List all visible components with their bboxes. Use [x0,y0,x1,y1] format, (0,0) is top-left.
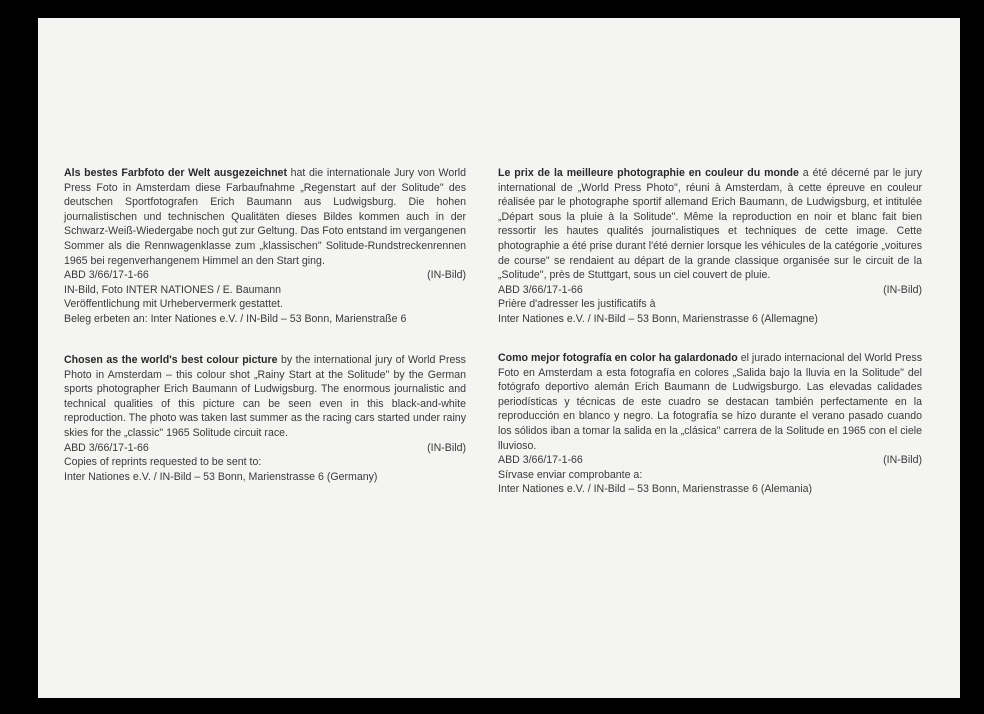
french-ref-line [498,283,922,298]
english-ref-tag: (IN-Bild) [427,441,466,454]
german-caption [64,166,466,327]
german-ref-tag: (IN-Bild) [427,269,466,282]
english-paragraph [64,353,466,441]
french-ref: ABD 3/66/17-1-66 [498,283,583,296]
german-paragraph [64,166,466,268]
spanish-lead: Como mejor fotografía en color ha galardonado [498,352,738,364]
english-lead: Chosen as the world's best colour picture [64,354,278,366]
spanish-ref-line [498,453,922,468]
french-address: Inter Nationes e.V. / IN-Bild – 53 Bonn, Marienstrasse 6 (Allemagne) [498,312,818,325]
spanish-paragraph [498,351,922,453]
english-ref-line [64,441,466,456]
spanish-ref-tag: (IN-Bild) [883,454,922,467]
spanish-request: Sírvase enviar comprobante a: [498,468,643,481]
french-request: Prière d'adresser les justificatifs à [498,298,656,311]
german-ref: ABD 3/66/17-1-66 [64,269,149,282]
spanish-caption [498,351,922,497]
french-paragraph [498,166,922,283]
english-caption [64,353,466,484]
german-permission: Veröffentlichung mit Urhebervermerk gestattet. [64,298,283,311]
german-credit: IN-Bild, Foto INTER NATIONES / E. Baumann [64,283,282,296]
english-address: Inter Nationes e.V. / IN-Bild – 53 Bonn, Marienstrasse 6 (Germany) [64,470,378,483]
german-ref-line [64,268,466,283]
german-body: hat die internationale Jury von World Press Foto in Amsterdam diese Farbaufnahme „Regenstart auf der Solitude" des deutschen Sportfotografen Erich Baumann aus Ludwigsburg. Die hohen journalistischen und technischen Qualitäten dieses Bildes kommen auch in der Schwarz-Weiß-Wiedergabe noch gut zur Geltung. Das Foto entstand im vergangenen Sommer als die Rennwagenklasse zum „klassischen" Solitude-Rundstreckenrennen 1965 bei regenverhangenem Himmel an den Start ging. [64,167,466,267]
french-lead: Le prix de la meilleure photographie en couleur du monde [498,167,799,179]
english-body: by the international jury of World Press Photo in Amsterdam – this colour shot „Rainy Start at the Solitude" by the German sports photographer Erich Baumann of Ludwigsburg. The enormous journalistic and technical qualities of this picture can be seen even in this black-and-white reproduction. The photo was taken last summer as the racing cars started under rainy skies for the „classic" 1965 Solitude circuit race. [64,354,466,439]
french-body: a été décerné par le jury international de „World Press Photo", réuni à Amsterdam, à cette épreuve en couleur réalisée par le photographe sportif allemand Erich Baumann, de Ludwigsburg, et intitulée „Départ sous la pluie à la Solitude". Même la reproduction en noir et blanc fait bien ressortir les hautes qualités journalistiques et techniques de cette image. Cette photographie a été prise durant l'été dernier lorsque les véhicules de la catégorie „voitures de course" se rendaient au départ de la grande classique organisée sur le circuit de la „Solitude", près de Stuttgart, sous un ciel couvert de pluie. [498,167,922,282]
french-ref-tag: (IN-Bild) [883,283,922,296]
english-ref: ABD 3/66/17-1-66 [64,441,149,454]
german-address: Beleg erbeten an: Inter Nationes e.V. / IN-Bild – 53 Bonn, Marienstraße 6 [64,312,407,325]
english-request: Copies of reprints requested to be sent to: [64,456,262,469]
spanish-body: el jurado internacional del World Press Foto en Amsterdam a esta fotografía en colores „Salida bajo la lluvia en la Solitude" del fotógrafo deportivo alemán Erich Baumann de Ludwigsburgo. Las elevadas calidades periodísticas y técnicas de este cuadro se destacan también perfectamente en la reproducción en blanco y negro. La fotografía se hizo durante el verano pasado cuando los sólidos iban a tomar la salida en la „clásica" carrera de la Solitude en 1965 con el ciele lluvioso. [498,352,922,452]
document-sheet [38,18,960,698]
spanish-address: Inter Nationes e.V. / IN-Bild – 53 Bonn, Marienstrasse 6 (Alemania) [498,483,813,496]
spanish-ref: ABD 3/66/17-1-66 [498,454,583,467]
french-caption [498,166,922,327]
german-lead: Als bestes Farbfoto der Welt ausgezeichnet [64,167,287,179]
